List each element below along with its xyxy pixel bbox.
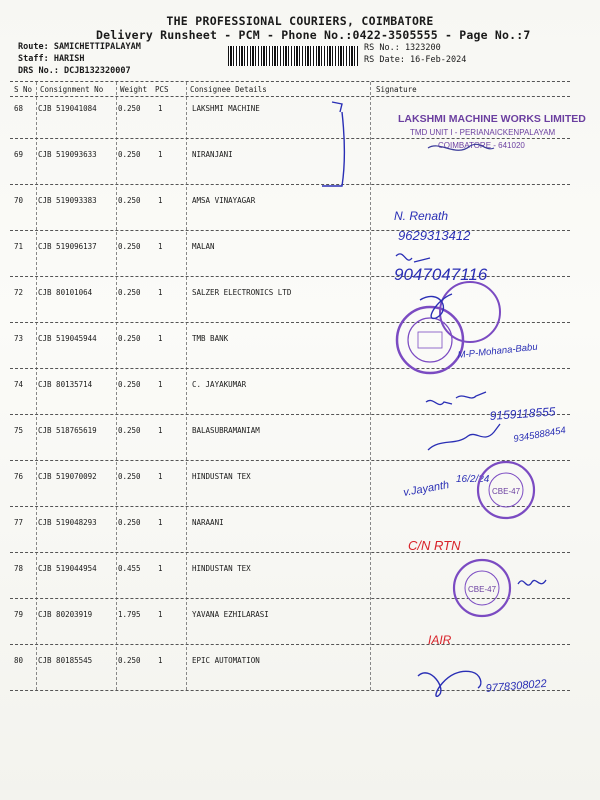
row-weight: 0.250 xyxy=(118,288,141,297)
sig-79-note: IAIR xyxy=(428,633,452,647)
sig-77-note: C/N RTN xyxy=(408,538,461,553)
sig-70-phone: 9629313412 xyxy=(398,228,471,243)
row-consignee: HINDUSTAN TEX xyxy=(192,472,251,481)
row-pcs: 1 xyxy=(158,104,163,113)
row-weight: 0.250 xyxy=(118,334,141,343)
row-consignee: MALAN xyxy=(192,242,215,251)
row-sno: 80 xyxy=(14,656,24,665)
row-divider xyxy=(10,552,570,553)
sig-75-mark xyxy=(428,424,500,450)
row-pcs: 1 xyxy=(158,518,163,527)
sig-70-name: N. Renath xyxy=(394,209,449,223)
barcode xyxy=(228,46,358,66)
row-weight: 0.250 xyxy=(118,150,141,159)
header-bottom-rule xyxy=(10,96,570,97)
row-weight: 0.250 xyxy=(118,242,141,251)
row-consignment-no: CJB 519096137 xyxy=(38,242,97,251)
sig-80-mark xyxy=(418,671,481,696)
sig-76-name: v.Jayanth xyxy=(402,479,451,499)
row-pcs: 1 xyxy=(158,656,163,665)
row-sno: 68 xyxy=(14,104,24,113)
row-divider xyxy=(10,460,570,461)
row-consignment-no: CJB 80101064 xyxy=(38,288,93,297)
sig-75-phone: 9345888454 xyxy=(512,424,567,445)
row-consignee: LAKSHMI MACHINE xyxy=(192,104,260,113)
row-consignee: AMSA VINAYAGAR xyxy=(192,196,256,205)
stamp-lakshmi xyxy=(398,113,586,150)
sig-73-name: M-P-Mohana-Babu xyxy=(457,341,539,361)
sig-74-mark xyxy=(426,392,486,405)
row-pcs: 1 xyxy=(158,242,163,251)
stamp-76-code: CBE-47 xyxy=(492,487,521,496)
row-divider xyxy=(10,506,570,507)
sig-71-phone: 9047047116 xyxy=(394,265,488,284)
row-consignment-no: CJB 80203919 xyxy=(38,610,93,619)
row-consignment-no: CJB 80185545 xyxy=(38,656,93,665)
row-divider xyxy=(10,644,570,645)
sig-72-scribble xyxy=(420,294,452,318)
row-sno: 71 xyxy=(14,242,24,251)
sig-71-mark xyxy=(396,254,430,262)
row-pcs: 1 xyxy=(158,196,163,205)
row-consignment-no: CJB 518765619 xyxy=(38,426,97,435)
col-header-consignment: Consignment No xyxy=(40,85,104,94)
row-pcs: 1 xyxy=(158,472,163,481)
row-divider xyxy=(10,322,570,323)
row-sno: 74 xyxy=(14,380,24,389)
route-label: Route: SAMICHETTIPALAYAM xyxy=(18,42,141,52)
row-sno: 78 xyxy=(14,564,24,573)
row-divider xyxy=(10,690,570,691)
row-divider xyxy=(10,368,570,369)
row-sno: 79 xyxy=(14,610,24,619)
header-top-rule xyxy=(10,81,570,82)
row-pcs: 1 xyxy=(158,334,163,343)
row-sno: 73 xyxy=(14,334,24,343)
row-pcs: 1 xyxy=(158,564,163,573)
row-consignee: EPIC AUTOMATION xyxy=(192,656,260,665)
row-weight: 0.250 xyxy=(118,426,141,435)
col-header-consignee: Consignee Details xyxy=(190,85,267,94)
rs-date: RS Date: 16-Feb-2024 xyxy=(364,55,467,65)
row-weight: 0.250 xyxy=(118,380,141,389)
stamp-round-72-73 xyxy=(397,282,500,373)
row-consignment-no: CJB 519044954 xyxy=(38,564,97,573)
row-sno: 70 xyxy=(14,196,24,205)
row-pcs: 1 xyxy=(158,150,163,159)
row-weight: 0.250 xyxy=(118,518,141,527)
drs-label: DRS No.: DCJB132320007 xyxy=(18,66,131,76)
row-weight: 0.250 xyxy=(118,104,141,113)
row-consignment-no: CJB 519041084 xyxy=(38,104,97,113)
row-weight: 0.455 xyxy=(118,564,141,573)
row-consignment-no: CJB 519048293 xyxy=(38,518,97,527)
row-divider xyxy=(10,138,570,139)
row-divider xyxy=(10,598,570,599)
row-consignee: C. JAYAKUMAR xyxy=(192,380,247,389)
row-pcs: 1 xyxy=(158,380,163,389)
row-consignee: HINDUSTAN TEX xyxy=(192,564,251,573)
col-header-pcs: PCS xyxy=(155,85,169,94)
row-weight: 0.250 xyxy=(118,656,141,665)
stamp-lakshmi-line2: TMD UNIT I - PERIANAICKENPALAYAM xyxy=(410,128,556,137)
stamp-hindustan-78 xyxy=(454,560,510,616)
row-divider xyxy=(10,184,570,185)
row-weight: 1.795 xyxy=(118,610,141,619)
sig-68-69 xyxy=(322,102,344,186)
row-consignee: NIRANJANI xyxy=(192,150,233,159)
row-consignee: NARAANI xyxy=(192,518,224,527)
col-header-sno: S No xyxy=(14,85,33,94)
row-sno: 76 xyxy=(14,472,24,481)
row-consignment-no: CJB 519093383 xyxy=(38,196,97,205)
company-title: THE PROFESSIONAL COURIERS, COIMBATORE xyxy=(166,14,434,28)
staff-label: Staff: HARISH xyxy=(18,54,85,64)
rs-number: RS No.: 1323200 xyxy=(364,43,441,53)
row-sno: 75 xyxy=(14,426,24,435)
row-divider xyxy=(10,230,570,231)
stamp-hindustan-76 xyxy=(478,462,534,518)
row-pcs: 1 xyxy=(158,426,163,435)
col-header-signature: Signature xyxy=(376,85,417,94)
row-consignee: TMB BANK xyxy=(192,334,229,343)
stamp-lakshmi-line1: LAKSHMI MACHINE WORKS LIMITED xyxy=(398,113,586,125)
row-consignment-no: CJB 519093633 xyxy=(38,150,97,159)
col-header-weight: Weight xyxy=(120,85,148,94)
row-consignee: YAVANA EZHILARASI xyxy=(192,610,269,619)
row-weight: 0.250 xyxy=(118,472,141,481)
runsheet-subtitle: Delivery Runsheet - PCM - Phone No.:0422-3505555 - Page No.:7 xyxy=(96,28,531,42)
row-divider xyxy=(10,414,570,415)
row-consignment-no: CJB 80135714 xyxy=(38,380,93,389)
row-pcs: 1 xyxy=(158,288,163,297)
svg-text:CBE-47: CBE-47 xyxy=(468,585,497,594)
stamp-lakshmi-line3: COIMBATORE - 641020 xyxy=(438,141,525,150)
row-divider xyxy=(10,276,570,277)
sig-76-date: 16/2/24 xyxy=(456,474,490,485)
row-consignment-no: CJB 519070092 xyxy=(38,472,97,481)
sig-74-phone: 9159118555 xyxy=(489,404,556,423)
row-consignee: SALZER ELECTRONICS LTD xyxy=(192,288,292,297)
row-pcs: 1 xyxy=(158,610,163,619)
row-consignment-no: CJB 519045944 xyxy=(38,334,97,343)
sig-80-phone: 9778308022 xyxy=(485,677,548,695)
row-consignee: BALASUBRAMANIAM xyxy=(192,426,260,435)
row-sno: 77 xyxy=(14,518,24,527)
row-sno: 72 xyxy=(14,288,24,297)
row-sno: 69 xyxy=(14,150,24,159)
sig-78-mark xyxy=(518,580,546,585)
row-weight: 0.250 xyxy=(118,196,141,205)
